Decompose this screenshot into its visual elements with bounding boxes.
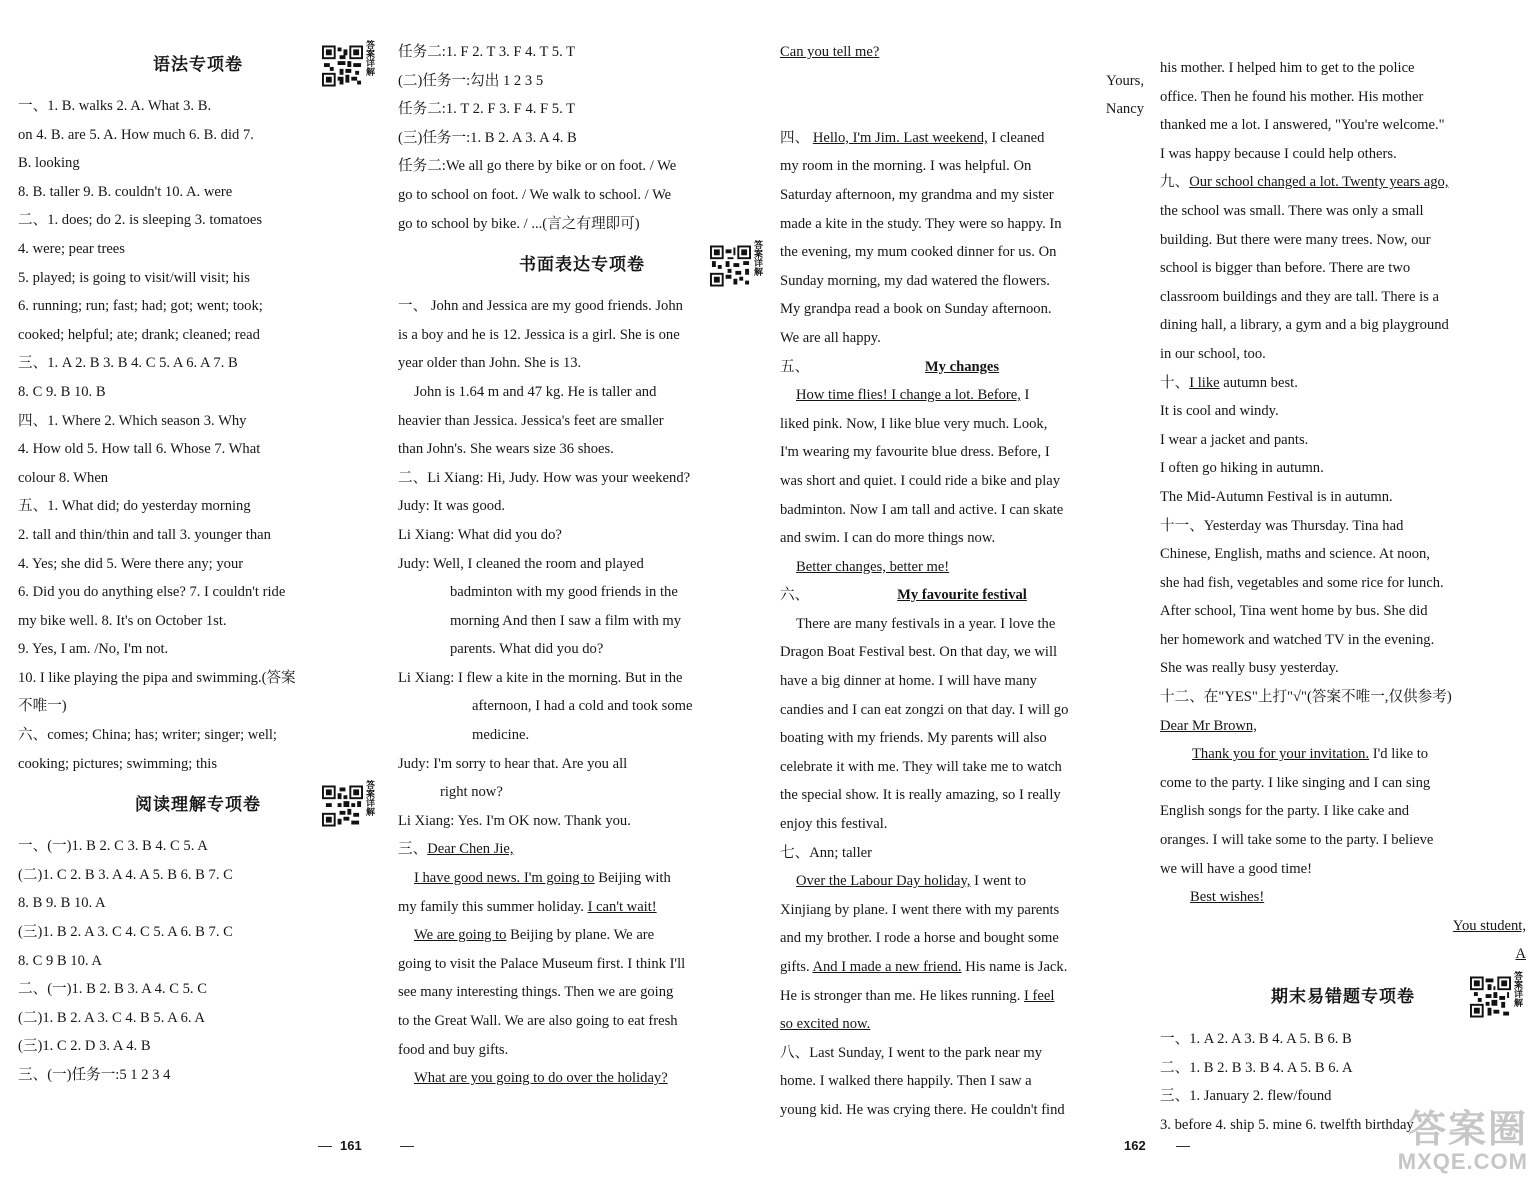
letter-line: come to the party. I like singing and I can sing — [1160, 774, 1431, 791]
essay-line: I often go hiking in autumn. — [1160, 460, 1324, 477]
writing-answer-10 — [1160, 369, 1526, 512]
essay-line: his mother. I helped him to get to the police — [1160, 60, 1415, 76]
essay-line: in our school, too. — [1160, 345, 1266, 362]
letter-line: we will have a good time! — [1160, 860, 1312, 877]
text: Beijing by plane. We are — [506, 927, 655, 944]
writing-answer-8-continued — [1160, 54, 1526, 168]
grammar-answers — [18, 92, 378, 778]
qr-caption: 答案详解 — [365, 40, 375, 76]
dialog-line: afternoon, I had a cold and took some — [472, 698, 693, 715]
answer-line: 8. B. taller 9. B. couldn't 10. A. were — [18, 183, 233, 200]
writing-answer-9 — [1160, 168, 1526, 368]
answer-line: (二)1. C 2. B 3. A 4. A 5. B 6. B 7. C — [18, 866, 233, 883]
dialog-line: parents. What did you do? — [450, 641, 604, 658]
section-writing-header — [398, 238, 766, 292]
essay-line: year older than John. She is 13. — [398, 355, 582, 372]
essay-line — [780, 867, 1144, 896]
essay-line: young kid. He was crying there. He couldn't find — [780, 1101, 1065, 1118]
essay-line: dining hall, a library, a gym and a big playground — [1160, 317, 1449, 334]
essay-line: the special show. It is really amazing, so I really — [780, 787, 1061, 804]
writing-answer-8 — [780, 1039, 1144, 1125]
essay-line: Chinese, English, maths and science. At noon, — [1160, 546, 1430, 563]
essay-line: and swim. I can do more things now. — [780, 530, 996, 547]
letter-greeting — [1160, 712, 1526, 741]
underlined-text: I have good news. I'm going to — [414, 870, 595, 887]
dialog-line: Judy: Well, I cleaned the room and played — [398, 555, 644, 572]
answer-line: 五、1. What did; do yesterday morning — [18, 498, 251, 515]
essay-line: have a big dinner at home. I will have many — [780, 673, 1037, 690]
dialog-line: 二、Li Xiang: Hi, Judy. How was your weekend? — [398, 469, 691, 486]
watermark-url: MXQE.COM — [1397, 1149, 1528, 1174]
page-number-left: 161 — [340, 1138, 362, 1153]
underlined-text: Over the Labour Day holiday, — [796, 873, 971, 890]
essay-line — [780, 953, 1144, 982]
item-number: 四、 — [780, 129, 813, 146]
page-number-dash — [400, 1146, 414, 1147]
essay-line — [780, 553, 1144, 582]
underlined-text: What are you going to do over the holiday? — [414, 1070, 668, 1087]
answer-line: (二)1. B 2. A 3. C 4. B 5. A 6. A — [18, 1009, 205, 1026]
underlined-text: I feel — [1024, 987, 1055, 1004]
answer-line: 三、1. A 2. B 3. B 4. C 5. A 6. A 7. B — [18, 355, 238, 372]
letter-line: food and buy gifts. — [398, 1041, 509, 1058]
dialog-line: badminton with my good friends in the — [450, 584, 678, 601]
essay-line: her homework and watched TV in the evening. — [1160, 631, 1435, 648]
underlined-text: Our school changed a lot. Twenty years ago, — [1189, 174, 1449, 191]
qr-caption: 答案详解 — [365, 780, 375, 817]
underlined-text: so excited now. — [780, 1016, 871, 1033]
essay-line: the evening, my mum cooked dinner for us. On — [780, 244, 1057, 261]
letter-line — [398, 893, 766, 922]
page-number-dash — [1176, 1146, 1190, 1147]
essay-line — [780, 124, 1144, 153]
essay-line: After school, Tina went home by bus. She did — [1160, 603, 1428, 620]
section-title-grammar: 语法专项卷 — [153, 54, 243, 74]
qr-code-reading — [322, 780, 374, 832]
essay-title-wrap — [780, 353, 1144, 382]
text: I cleaned — [987, 129, 1045, 146]
letter-signoff — [1160, 912, 1526, 941]
dialog-line: medicine. — [472, 727, 530, 744]
answer-line: 9. Yes, I am. /No, I'm not. — [18, 641, 169, 658]
answer-line: 任务二:We all go there by bike or on foot. / We — [398, 158, 677, 175]
underlined-text: Better changes, better me! — [796, 558, 950, 575]
essay-line: my room in the morning. I was helpful. On — [780, 158, 1032, 175]
dialog-line: right now? — [440, 784, 503, 801]
essay-line: badminton. Now I am tall and active. I can skate — [780, 501, 1064, 518]
answer-line: 8. C 9 B 10. A — [18, 952, 102, 969]
underlined-text: We are going to — [414, 927, 507, 944]
essay-line — [1160, 168, 1526, 197]
essay-title-wrap — [780, 581, 1144, 610]
answer-line: cooked; helpful; ate; drank; cleaned; read — [18, 326, 260, 343]
qr-caption: 答案详解 — [1513, 971, 1523, 1007]
essay-line: I was happy because I could help others. — [1160, 145, 1397, 162]
underlined-text: Dear Mr Brown, — [1160, 717, 1257, 734]
essay-line — [780, 381, 1144, 410]
answer-line: 10. I like playing the pipa and swimming.(答案 — [18, 669, 296, 686]
dialog-line: Li Xiang: I flew a kite in the morning. But in the — [398, 669, 683, 686]
essay-line: thanked me a lot. I answered, "You're welcome." — [1160, 117, 1445, 134]
essay-line: school is bigger than before. There are two — [1160, 260, 1411, 277]
text: I — [1020, 387, 1030, 404]
reading-answers-continued — [398, 38, 766, 238]
answer-line: 十二、在"YES"上打"√"(答案不唯一,仅供参考) — [1160, 689, 1452, 706]
answer-line: 4. How old 5. How tall 6. Whose 7. What — [18, 441, 261, 458]
text: my family this summer holiday. — [398, 898, 588, 915]
essay-title: My changes — [924, 358, 1000, 375]
letter-line: to the Great Wall. We are also going to eat fresh — [398, 1013, 678, 1029]
essay-title-line — [780, 353, 1144, 382]
qr-code-icon — [710, 240, 751, 292]
qr-code-icon — [322, 780, 363, 832]
answer-line: 三、1. January 2. flew/found — [1160, 1088, 1332, 1105]
qr-code-grammar — [322, 40, 374, 92]
underlined-text: Thank you for your invitation. — [1192, 746, 1370, 763]
section-title-writing: 书面表达专项卷 — [519, 254, 645, 274]
essay-line: We are all happy. — [780, 329, 881, 346]
essay-line: she had fish, vegetables and some rice for lunch. — [1160, 574, 1444, 591]
essay-line: made a kite in the study. They were so happy. In — [780, 215, 1062, 232]
answer-line: my bike well. 8. It's on October 1st. — [18, 612, 227, 629]
underlined-text: I like — [1189, 374, 1220, 391]
answer-line: 六、comes; China; has; writer; singer; well; — [18, 727, 277, 744]
writing-answer-2-dialog — [398, 464, 766, 836]
essay-line: John is 1.64 m and 47 kg. He is taller and — [414, 383, 657, 400]
answer-line: 一、1. A 2. A 3. B 4. A 5. B 6. B — [1160, 1031, 1352, 1047]
page-number-right: 162 — [1124, 1138, 1146, 1153]
qr-code-icon — [322, 40, 363, 92]
essay-line: 八、Last Sunday, I went to the park near my — [780, 1044, 1043, 1061]
essay-line: I'm wearing my favourite blue dress. Before, I — [780, 444, 1050, 461]
essay-line: 一、 John and Jessica are my good friends. John — [398, 298, 683, 315]
answer-line: 5. played; is going to visit/will visit; his — [18, 269, 250, 286]
dialog-line: Judy: I'm sorry to hear that. Are you all — [398, 755, 628, 772]
column-4 — [1160, 54, 1526, 1139]
text: I went to — [970, 873, 1027, 890]
writing-answer-4 — [780, 124, 1144, 353]
answer-line: cooking; pictures; swimming; this — [18, 755, 218, 772]
letter-line — [780, 38, 1144, 67]
answer-line: 8. C 9. B 10. B — [18, 383, 106, 400]
underlined-text: Can you tell me? — [780, 44, 880, 60]
essay-line — [780, 1010, 1144, 1039]
answer-line: 6. Did you do anything else? 7. I couldn't ride — [18, 584, 286, 601]
essay-line: Saturday afternoon, my grandma and my sister — [780, 186, 1054, 203]
answer-line: 任务二:1. F 2. T 3. F 4. T 5. T — [398, 44, 576, 60]
answer-line: 三、(一)任务一:5 1 2 3 4 — [18, 1067, 171, 1083]
letter-line — [398, 864, 766, 893]
underlined-text: You student, — [1452, 917, 1526, 934]
underlined-text: I can't wait! — [587, 898, 657, 915]
underlined-text: Best wishes! — [1190, 889, 1265, 906]
answer-line: 四、1. Where 2. Which season 3. Why — [18, 412, 247, 429]
essay-line: liked pink. Now, I like blue very much. Look, — [780, 415, 1048, 432]
answer-line: 4. Yes; she did 5. Were there any; your — [18, 555, 244, 572]
underlined-text: Dear Chen Jie, — [427, 841, 514, 858]
essay-line: She was really busy yesterday. — [1160, 660, 1339, 677]
essay-line: home. I walked there happily. Then I saw a — [780, 1073, 1032, 1090]
essay-line — [780, 982, 1144, 1011]
essay-line: Dragon Boat Festival best. On that day, we will — [780, 644, 1058, 661]
essay-title: My favourite festival — [897, 587, 1027, 604]
answer-line: 二、1. does; do 2. is sleeping 3. tomatoes — [18, 212, 263, 229]
answer-line: 二、(一)1. B 2. B 3. A 4. C 5. C — [18, 981, 207, 998]
essay-line: classroom buildings and they are tall. There is a — [1160, 288, 1439, 305]
writing-answer-5 — [780, 353, 1144, 582]
answer-line: 一、1. B. walks 2. A. What 3. B. — [18, 98, 212, 114]
underlined-text: How time flies! I change a lot. Before, — [796, 387, 1021, 404]
qr-code-icon — [1470, 971, 1511, 1023]
essay-line: 十一、Yesterday was Thursday. Tina had — [1160, 517, 1404, 534]
answer-line: 8. B 9. B 10. A — [18, 895, 106, 912]
writing-answer-3-letter — [398, 835, 766, 1092]
section-title-reading: 阅读理解专项卷 — [135, 794, 261, 814]
letter-closing — [1160, 883, 1526, 912]
answer-line: 七、Ann; taller — [780, 844, 873, 861]
essay-line: enjoy this festival. — [780, 816, 888, 833]
essay-line: candies and I can eat zongzi on that day. I will go — [780, 701, 1069, 718]
answer-line: (三)1. C 2. D 3. A 4. B — [18, 1038, 151, 1055]
answer-line: 二、1. B 2. B 3. B 4. A 5. B 6. A — [1160, 1059, 1353, 1076]
essay-line: Sunday morning, my dad watered the flowers. — [780, 272, 1050, 289]
watermark — [1398, 1110, 1528, 1174]
letter-line: oranges. I will take some to the party. I believe — [1160, 832, 1434, 849]
letter-closing: Yours, — [1106, 72, 1144, 89]
answer-line: go to school on foot. / We walk to school. / We — [398, 186, 672, 203]
writing-answer-12 — [1160, 683, 1526, 969]
essay-line: celebrate it with me. They will take me to watch — [780, 758, 1062, 775]
text: I'd like to — [1369, 746, 1429, 763]
essay-line: There are many festivals in a year. I love the — [796, 615, 1056, 632]
answer-line: 2. tall and thin/thin and tall 3. younger than — [18, 526, 271, 543]
answer-line: (三)任务一:1. B 2. A 3. A 4. B — [398, 129, 577, 146]
column-2 — [398, 38, 766, 1093]
answer-line: 任务二:1. T 2. F 3. F 4. F 5. T — [398, 101, 576, 118]
text: He is stronger than me. He likes running. — [780, 987, 1024, 1004]
underlined-text: Hello, I'm Jim. Last weekend, — [812, 129, 988, 146]
essay-title-line — [780, 581, 1144, 610]
answer-line: 一、(一)1. B 2. C 3. B 4. C 5. A — [18, 838, 208, 855]
letter-line: English songs for the party. I like cake and — [1160, 803, 1410, 820]
answer-line: on 4. B. are 5. A. How much 6. B. did 7. — [18, 126, 254, 143]
section-final-errors-header — [1160, 969, 1526, 1025]
letter-greeting — [398, 835, 766, 864]
answer-line: 3. before 4. ship 5. mine 6. twelfth birthday — [1160, 1116, 1414, 1133]
letter-signature: Nancy — [1105, 101, 1144, 118]
qr-code-writing — [710, 240, 762, 292]
answer-line: (三)1. B 2. A 3. C 4. C 5. A 6. B 7. C — [18, 924, 233, 941]
letter-line — [398, 921, 766, 950]
column-1 — [18, 38, 378, 1090]
item-number: 十、 — [1160, 374, 1190, 391]
essay-line: My grandpa read a book on Sunday afternoon. — [780, 301, 1052, 318]
qr-code-final-errors — [1470, 971, 1522, 1023]
qr-caption: 答案详解 — [753, 240, 763, 277]
letter-line: going to visit the Palace Museum first. I think I'll — [398, 955, 686, 972]
essay-line: Xinjiang by plane. I went there with my parents — [780, 901, 1060, 918]
page-number-dash — [318, 1146, 332, 1147]
answer-line: go to school by bike. / ...(言之有理即可) — [398, 215, 640, 232]
letter-line: see many interesting things. Then we are going — [398, 984, 674, 1001]
answer-line: colour 8. When — [18, 469, 109, 486]
essay-line: boating with my friends. My parents will also — [780, 730, 1047, 747]
answer-line: 4. were; pear trees — [18, 240, 125, 257]
dialog-line: Li Xiang: What did you do? — [398, 526, 562, 543]
writing-answer-6 — [780, 581, 1144, 838]
item-number: 九、 — [1160, 174, 1190, 191]
essay-line: the school was small. There was only a small — [1160, 202, 1424, 219]
essay-line: I wear a jacket and pants. — [1160, 431, 1309, 448]
item-number: 六、 — [780, 587, 810, 604]
column-3 — [780, 38, 1144, 1125]
essay-line — [1160, 369, 1526, 398]
dialog-line: Judy: It was good. — [398, 498, 506, 515]
essay-line: and my brother. I rode a horse and bought some — [780, 930, 1059, 947]
essay-line: than John's. She wears size 36 shoes. — [398, 441, 614, 458]
essay-line: The Mid-Autumn Festival is in autumn. — [1160, 488, 1393, 505]
text: autumn best. — [1219, 374, 1298, 391]
dialog-line: Li Xiang: Yes. I'm OK now. Thank you. — [398, 812, 631, 829]
underlined-text: A — [1515, 946, 1526, 963]
essay-line: office. Then he found his mother. His mother — [1160, 88, 1424, 105]
essay-line: is a boy and he is 12. Jessica is a girl. She is one — [398, 326, 680, 343]
essay-line: It is cool and windy. — [1160, 403, 1279, 420]
answer-line: 不唯一) — [18, 698, 67, 715]
essay-line: heavier than Jessica. Jessica's feet are smaller — [398, 412, 664, 429]
text: Beijing with — [594, 870, 671, 887]
reading-answers — [18, 832, 378, 1089]
writing-answer-7 — [780, 839, 1144, 1039]
writing-answer-11 — [1160, 512, 1526, 684]
dialog-line: morning And then I saw a film with my — [450, 612, 682, 629]
section-title-final-errors: 期末易错题专项卷 — [1271, 986, 1415, 1006]
letter-line — [398, 1064, 766, 1093]
text: gifts. — [780, 959, 813, 975]
answer-line: B. looking — [18, 155, 80, 172]
item-number: 三、 — [398, 841, 428, 858]
answer-line: (二)任务一:勾出 1 2 3 5 — [398, 72, 544, 89]
underlined-text: And I made a new friend. — [812, 959, 962, 975]
watermark-logo-text: 答案圈 — [1407, 1109, 1528, 1151]
item-number: 五、 — [780, 358, 810, 375]
writing-answer-1 — [398, 292, 766, 464]
essay-line: building. But there were many trees. Now, our — [1160, 231, 1431, 248]
letter-signature — [1160, 940, 1526, 969]
text: His name is Jack. — [961, 959, 1068, 975]
letter-line — [1160, 740, 1526, 769]
section-grammar-header — [18, 38, 378, 92]
section-reading-header — [18, 778, 378, 832]
answer-line: 6. running; run; fast; had; got; went; took; — [18, 298, 263, 315]
essay-line: was short and quiet. I could ride a bike and play — [780, 472, 1061, 489]
